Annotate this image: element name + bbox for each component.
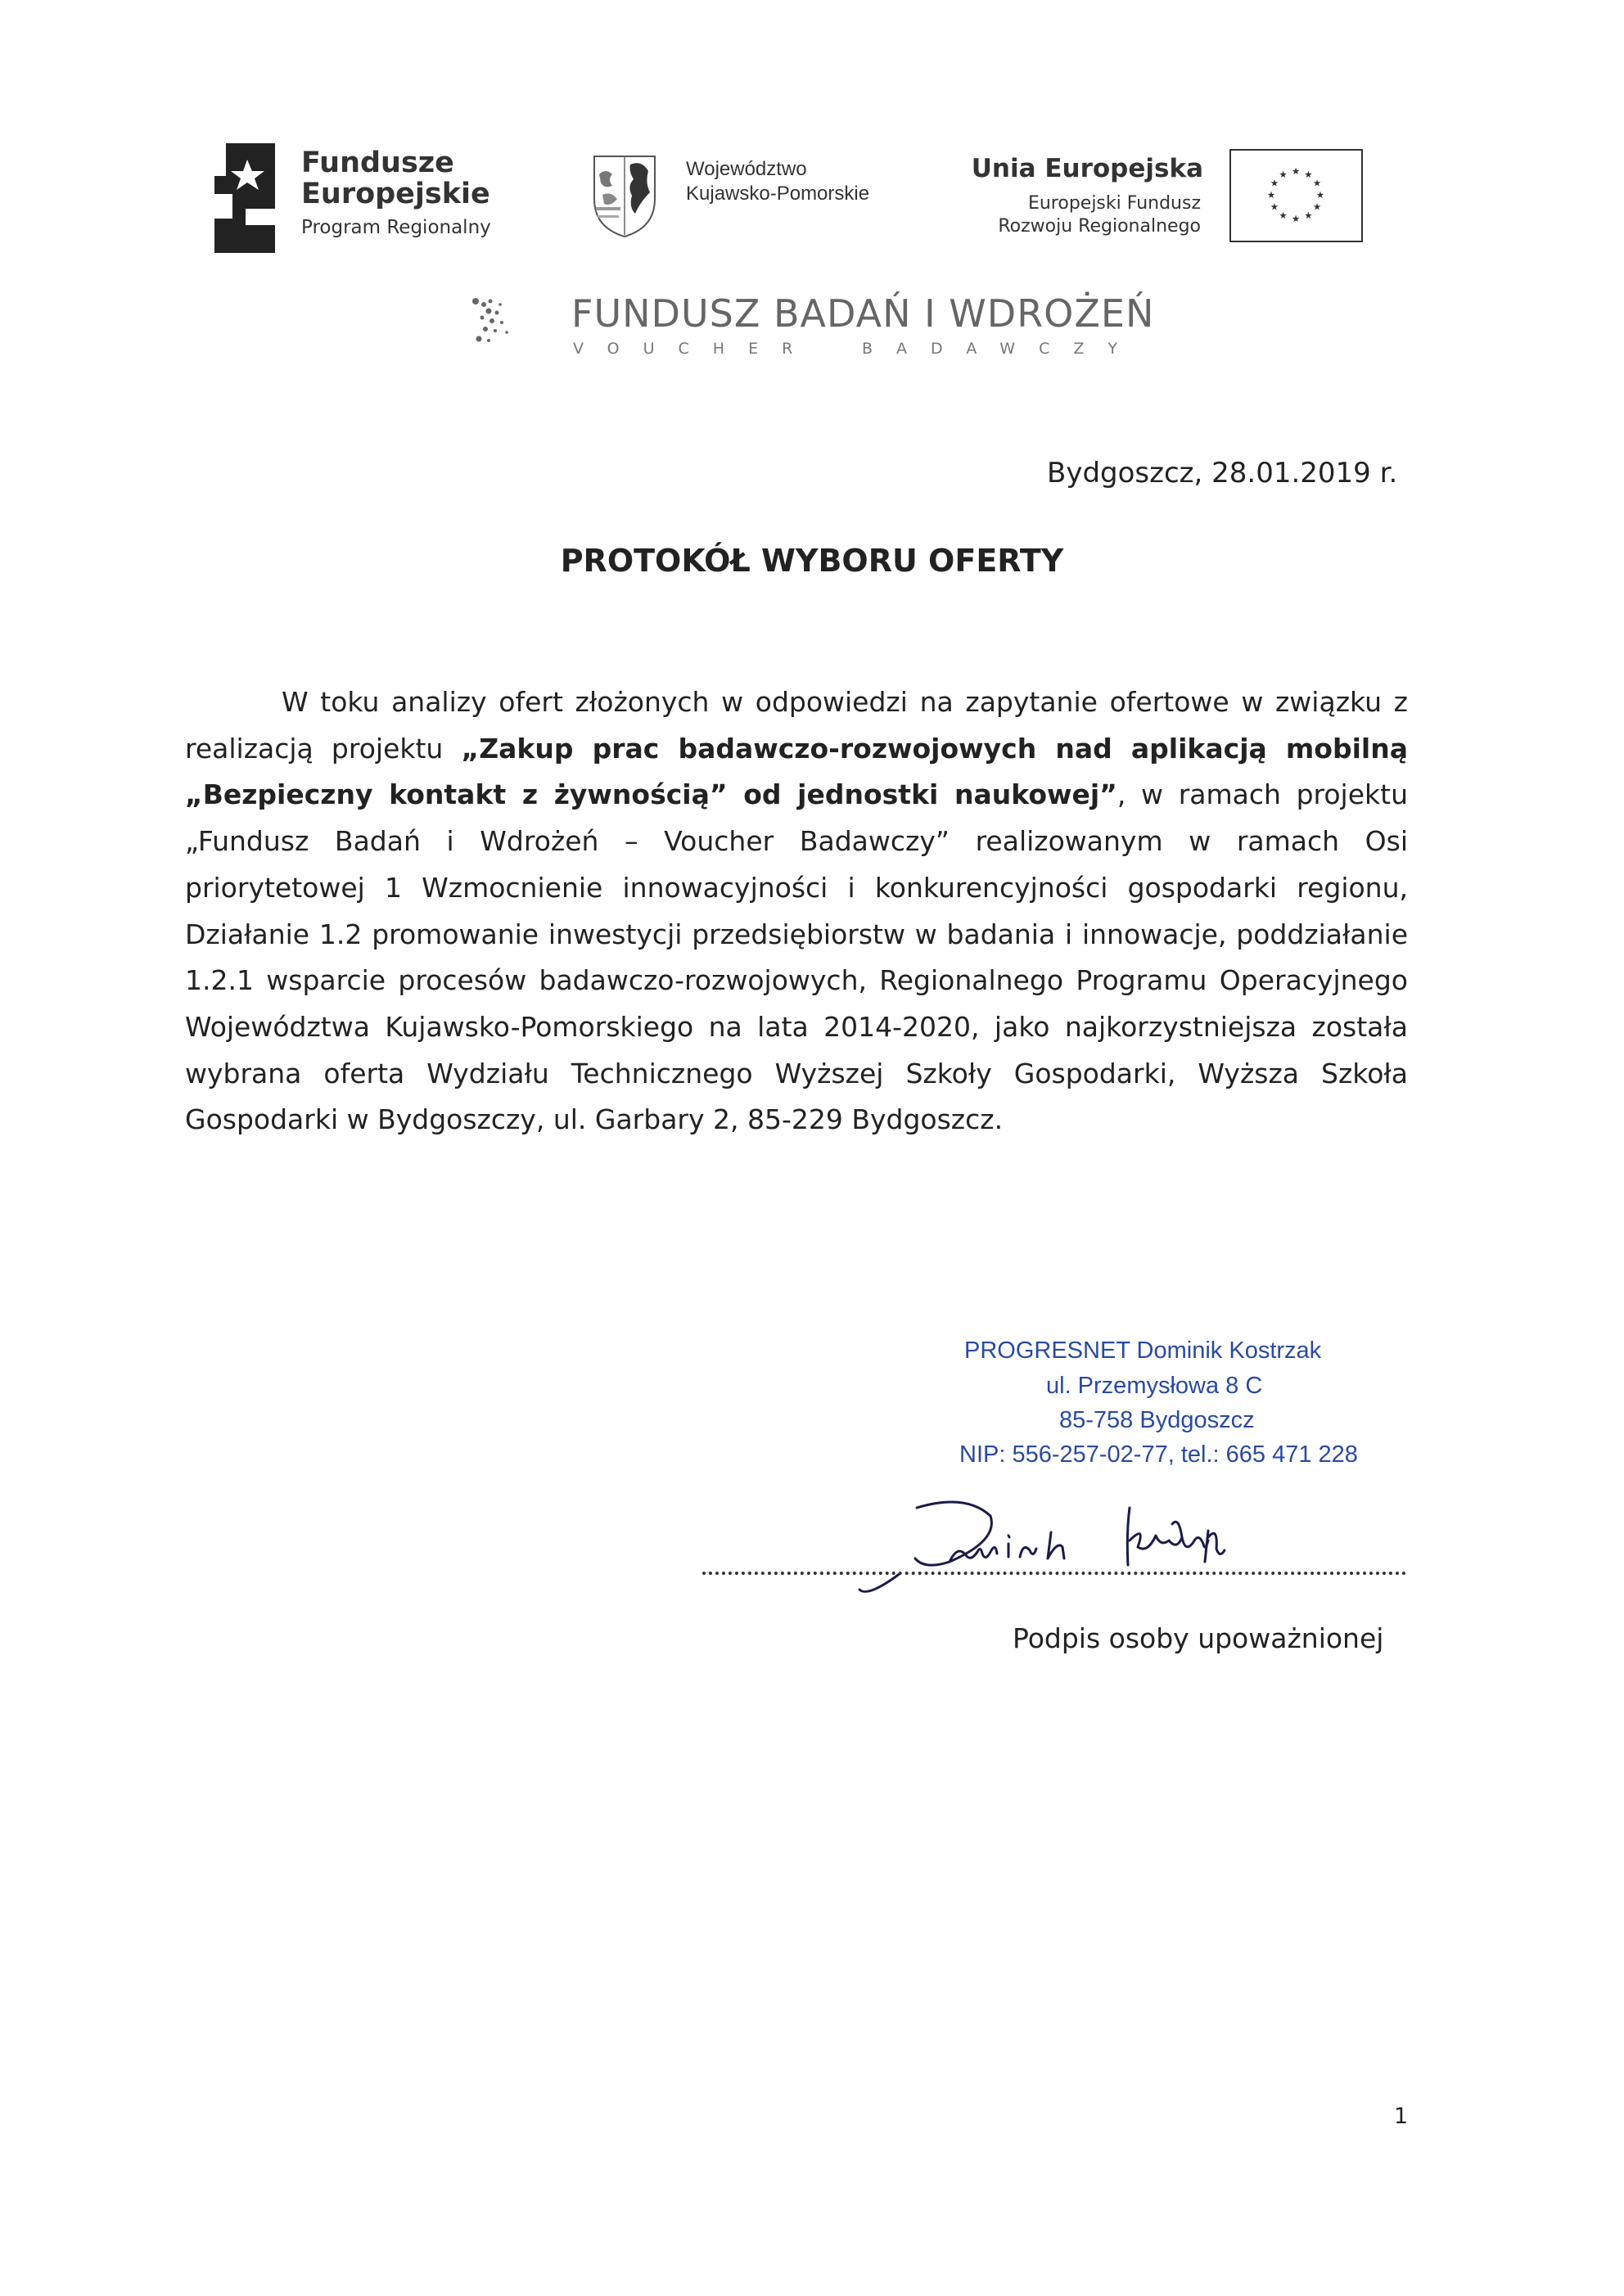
fbiw-dots-logo-icon [471,293,536,350]
fundusze-europejskie-logo-icon [214,143,275,253]
svg-text:★: ★ [1312,177,1322,189]
paragraph-text-1: W toku analizy ofert złożonych w odpowiedzi na zapytanie ofertowe w związku z realizacją projektu [185,686,1408,765]
svg-text:★: ★ [1312,201,1322,213]
signature-dotted-line [702,1572,1406,1575]
svg-text:★: ★ [1315,188,1325,201]
fbiw-sub1: VOUCHER [573,340,817,358]
wojewodztwo-line2: Kujawsko-Pomorskie [686,183,870,205]
wojewodztwo-line1: Województwo [686,158,807,180]
stamp-line3: 85-758 Bydgoszcz [1059,1407,1255,1433]
handwritten-signature [851,1483,1310,1598]
fundusze-line2: Europejskie [301,178,490,210]
svg-text:★: ★ [1279,209,1288,221]
unia-line1: Europejski Fundusz [1027,193,1201,214]
stamp-line4: NIP: 556-257-02-77, tel.: 665 471 228 [959,1441,1358,1468]
fundusze-line3: Program Regionalny [301,217,491,238]
svg-text:★: ★ [1304,209,1313,221]
fundusze-line1: Fundusze [301,147,454,179]
page-number: 1 [1393,2104,1408,2129]
svg-text:★: ★ [1279,168,1288,180]
wojewodztwo-crest-icon [588,150,661,240]
main-paragraph [185,679,1408,1143]
signature-caption: Podpis osoby upoważnionej [1013,1622,1384,1654]
unia-line2: Rozwoju Regionalnego [998,216,1201,237]
document-title: PROTOKÓŁ WYBORU OFERTY [560,543,1064,579]
svg-text:★: ★ [1304,168,1313,180]
svg-text:★: ★ [1270,201,1279,213]
project-title: „Zakup prac badawczo-rozwojowych nad aplikacją mobilną „Bezpieczny kontakt z żywnością” od jednostki naukowej” [185,732,1408,811]
unia-title: Unia Europejska [971,154,1203,183]
svg-text:★: ★ [1270,177,1279,189]
svg-text:★: ★ [1291,165,1301,177]
document-date: Bydgoszcz, 28.01.2019 r. [1047,457,1398,489]
stamp-line1: PROGRESNET Dominik Kostrzak [964,1337,1322,1364]
svg-text:★: ★ [1266,188,1276,201]
fbiw-sub2: BADAWCZY [862,340,1141,358]
eu-flag-icon [1229,149,1363,242]
fbiw-title: FUNDUSZ BADAŃ I WDROŻEŃ [571,291,1155,336]
stamp-line2: ul. Przemysłowa 8 C [1046,1373,1263,1399]
paragraph-text-2: , w ramach projektu „Fundusz Badań i Wdrożeń – Voucher Badawczy” realizowanym w ramach Osi priorytetowej 1 Wzmocnienie innowacyjności i konkurencyjności gospodarki regionu, Działanie 1.2 promowanie inwestycji przedsiębiorstw w badania i innowacje, poddziałanie 1.2.1 wsparcie procesów badawczo-rozwojowych, Regionalnego Programu Operacyjnego Województwa Kujawsko-Pomorskiego na lata 2014-2020, jako najkorzystniejsza została wybrana oferta Wydziału Technicznego Wyższej Szkoły Gospodarki, Wyższa Szkoła Gospodarki w Bydgoszczy, ul. Garbary 2, 85-229 Bydgoszcz. [185,778,1408,1136]
svg-text:★: ★ [1291,212,1301,224]
